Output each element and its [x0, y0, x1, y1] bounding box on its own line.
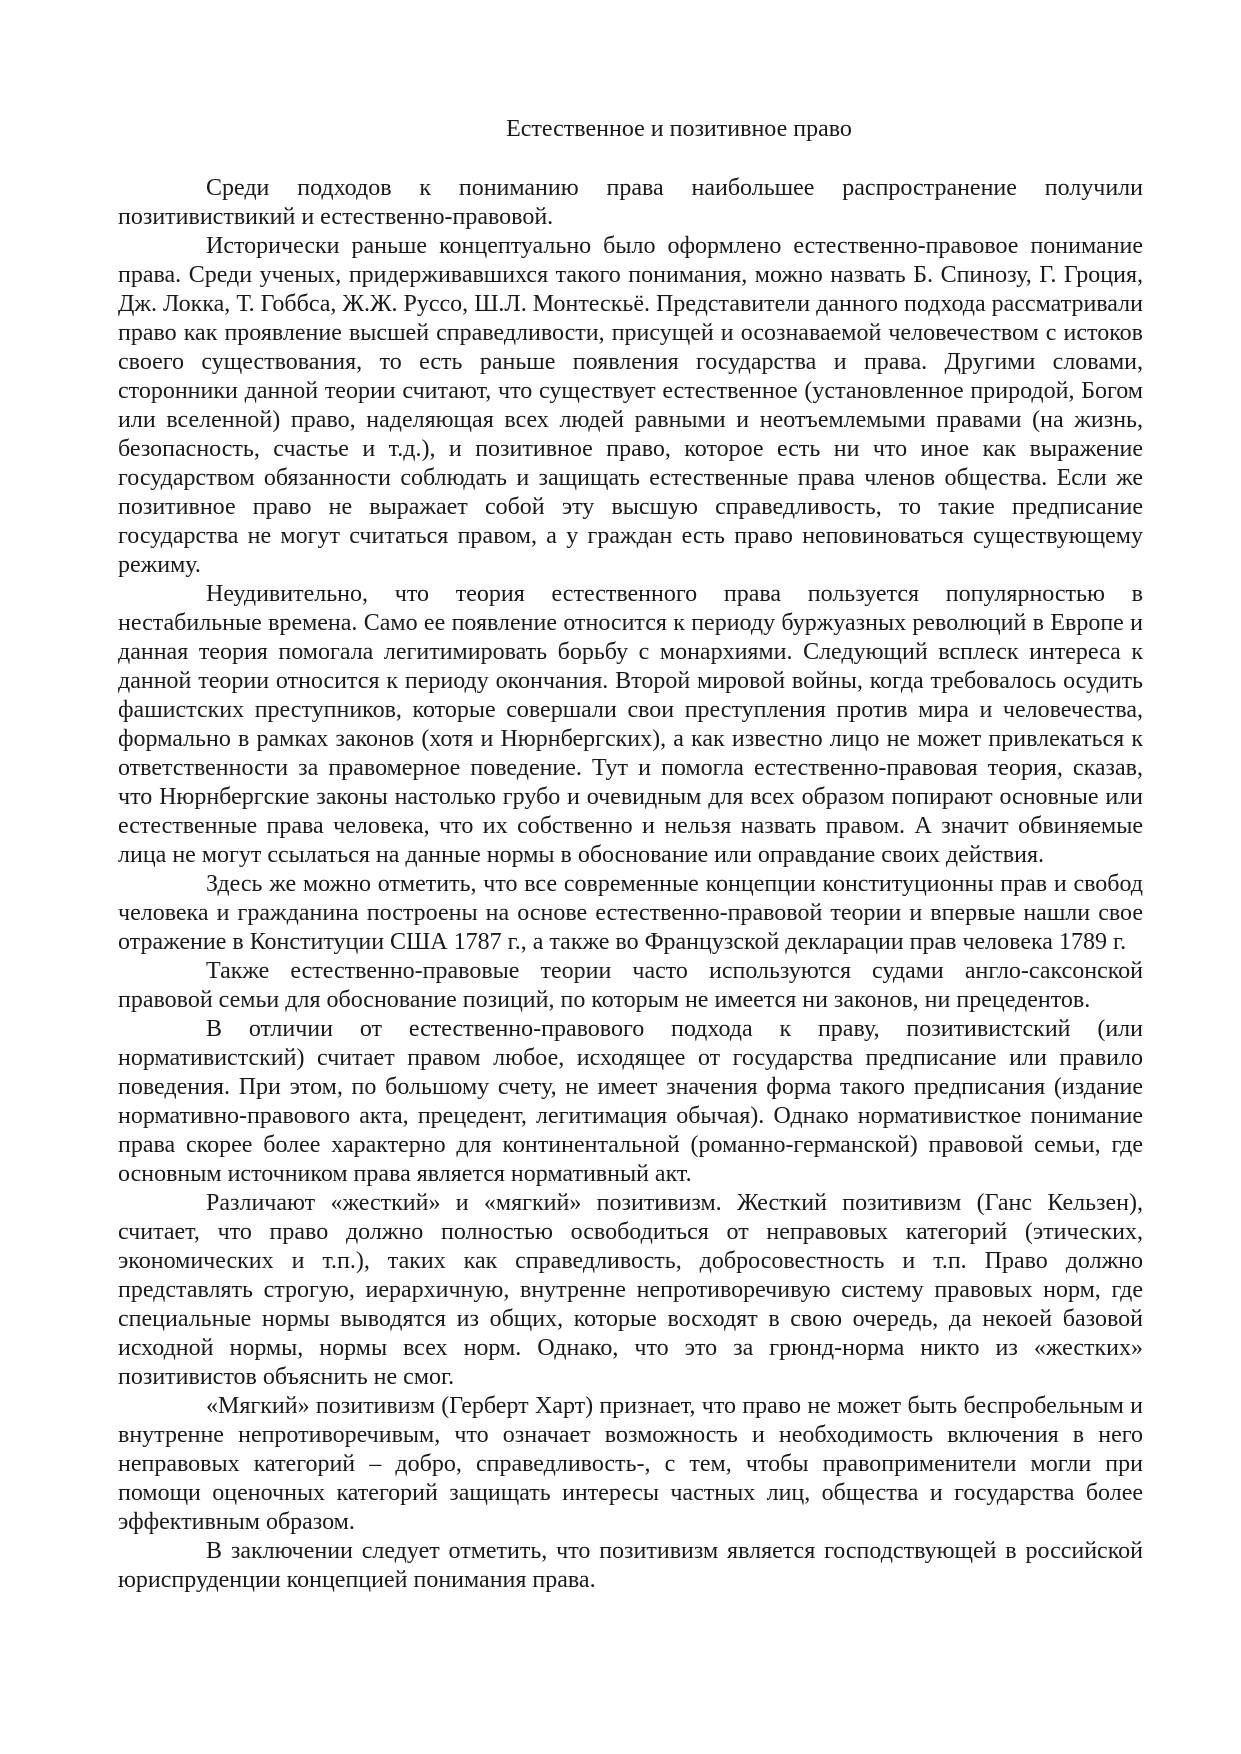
document-title: Естественное и позитивное право	[506, 116, 852, 142]
paragraph-intro: Среди подходов к пониманию права наибольшее распространение получили позитивиствикий и естественно-правовой.	[118, 175, 1143, 230]
document-body	[118, 174, 1143, 1595]
paragraph-conclusion: В заключении следует отметить, что позитивизм является господствующей в российской юриспруденции концепцией понимания права.	[118, 1538, 1143, 1593]
paragraph-anglo-saxon-courts: Также естественно-правовые теории часто используются судами англо-саксонской правовой семьи для обоснование позиций, по которым не имеется ни законов, ни прецедентов.	[118, 958, 1143, 1013]
paragraph-natural-law-origins: Исторически раньше концептуально было оформлено естественно-правовое понимание права. Среди ученых, придерживавшихся такого понимания, можно назвать Б. Спинозу, Г. Гроция, Дж. Локка, Т. Гоббса, Ж.Ж. Руссо, Ш.Л. Монтескьё. Представители данного подхода рассматривали право как проявление высшей справедливости, присущей и осознаваемой человечеством с истоков своего существования, то есть раньше появления государства и права. Другими словами, сторонники данной теории считают, что существует естественное (установленное природой, Богом или вселенной) право, наделяющая всех людей равными и неотъемлемыми правами (на жизнь, безопасность, счастье и т.д.), и позитивное право, которое есть ни что иное как выражение государством обязанности соблюдать и защищать естественные права членов общества. Если же позитивное право не выражает собой эту высшую справедливость, то такие предписание государства не могут считаться правом, а у граждан есть право неповиноваться существующему режиму.	[118, 233, 1143, 578]
paragraph-constitutional-concepts: Здесь же можно отметить, что все современные концепции конституционны прав и свобод человека и гражданина построены на основе естественно-правовой теории и впервые нашли свое отражение в Конституции США 1787 г., а также во Французской декларации прав человека 1789 г.	[118, 871, 1143, 955]
paragraph-positivism: В отличии от естественно-правового подхода к праву, позитивистский (или нормативистский) считает правом любое, исходящее от государства предписание или правило поведения. При этом, по большому счету, не имеет значения форма такого предписания (издание нормативно-правового акта, прецедент, легитимация обычая). Однако нормативисткое понимание права скорее более характерно для континентальной (романно-германской) правовой семьи, где основным источником права является нормативный акт.	[118, 1016, 1143, 1187]
paragraph-soft-positivism: «Мягкий» позитивизм (Герберт Харт) признает, что право не может быть беспробельным и внутренне непротиворечивым, что означает возможность и необходимость включения в него неправовых категорий – добро, справедливость-, с тем, чтобы правоприменители могли при помощи оценочных категорий защищать интересы частных лиц, общества и государства более эффективным образом.	[118, 1393, 1143, 1535]
paragraph-natural-law-popularity: Неудивительно, что теория естественного права пользуется популярностью в нестабильные времена. Само ее появление относится к периоду буржуазных революций в Европе и данная теория помогала легитимировать борьбу с монархиями. Следующий всплеск интереса к данной теории относится к периоду окончания. Второй мировой войны, когда требовалось осудить фашистских преступников, которые совершали свои преступления против мира и человечества, формально в рамках законов (хотя и Нюрнбергских), а как известно лицо не может привлекаться к ответственности за правомерное поведение. Тут и помогла естественно-правовая теория, сказав, что Нюрнбергские законы настолько грубо и очевидным для всех образом попирают основные или естественные права человека, что их собственно и нельзя назвать правом. А значит обвиняемые лица не могут ссылаться на данные нормы в обоснование или оправдание своих действия.	[118, 581, 1143, 868]
paragraph-hard-positivism: Различают «жесткий» и «мягкий» позитивизм. Жесткий позитивизм (Ганс Кельзен), считает, что право должно полностью освободиться от неправовых категорий (этических, экономических и т.п.), таких как справедливость, добросовестность и т.п. Право должно представлять строгую, иерархичную, внутренне непротиворечивую систему правовых норм, где специальные нормы выводятся из общих, которые восходят в свою очередь, да некоей базовой исходной нормы, нормы всех норм. Однако, что это за грюнд-норма никто из «жестких» позитивистов объяснить не смог.	[118, 1190, 1143, 1390]
